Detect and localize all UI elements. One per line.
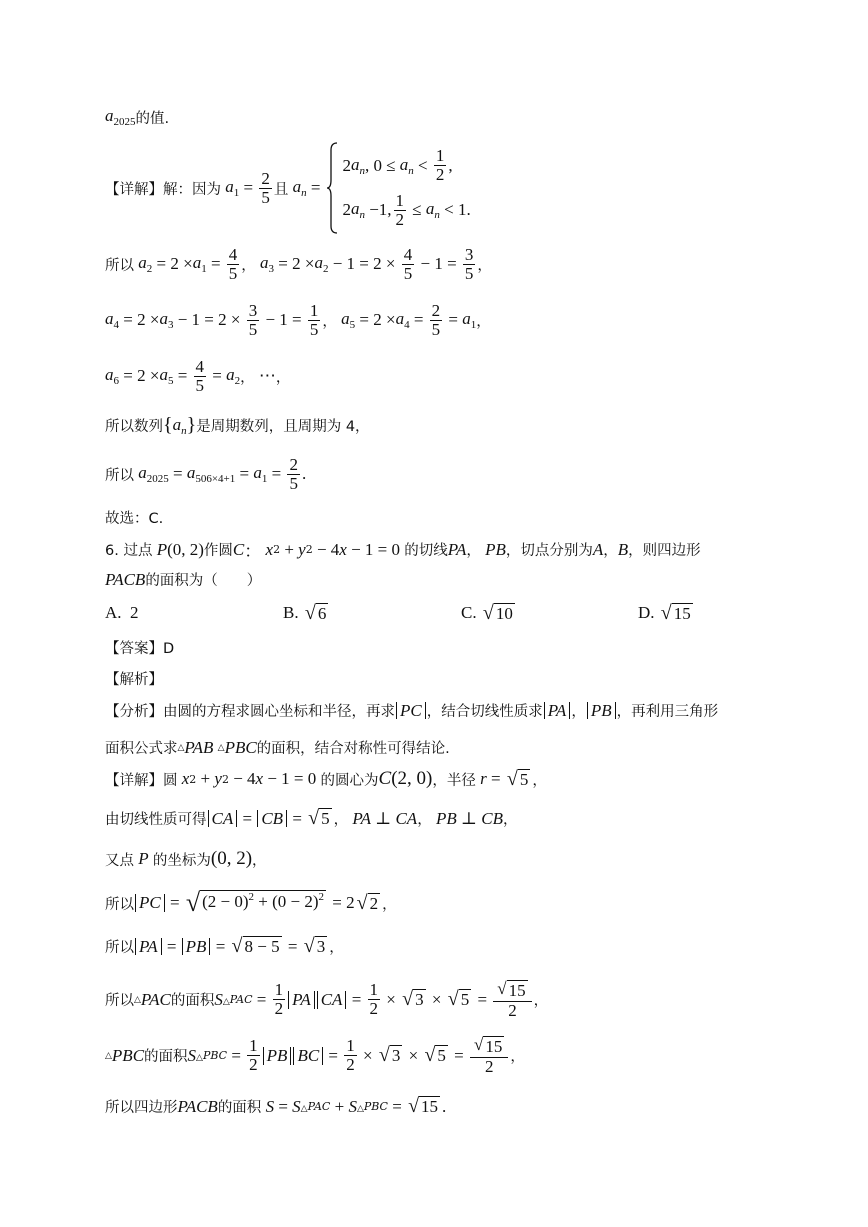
detail2-line1: 【详解】 圆 x 2 + y 2 − 4 x − 1 = 0 的圆心为 C (2, 0) ，半径 r = √ 5 ， (105, 767, 547, 790)
detail2-line8: 所以四边形 PACB 的面积 S = S △PAC + S △PBC = √ 15 . (105, 1095, 447, 1118)
text: 且 (273, 181, 289, 198)
line-choice (105, 507, 163, 528)
question-number: 6. 过点 (105, 543, 153, 559)
detail2-line4: 所以 PC = √ $(2 - 0)^2 + (0 - 2)^2$ = 2 √ 2 ， (105, 888, 397, 917)
line-a4-a5: $a_4$ = 2 × $a_3$ − 1 = 2 × $\frac{3}{5}$ − 1 = $\frac{1}{5}$ ， $a_5$ = 2 × $a_4$ = $\frac{2}{5}$ = $a_1$ ， (105, 301, 491, 339)
question-6-line2: PACB 的面积为（ ） (105, 569, 262, 589)
text: 故选：C. (105, 511, 164, 527)
detail2-line2: 由切线性质可得 CA = CB = √ 5 ， PA ⊥ CA ， PB ⊥ CB ， (105, 807, 518, 830)
line-a2025-result: 所以 $a_{2025}$ = $a_{506\times 4+1}$ = $a_1$ = $\frac{2}{5}$ . (105, 455, 307, 493)
option-a: A. 2 (105, 603, 139, 622)
line-a2-a3: 所以 $a_2$ = 2 × $a_1$ = $\frac{4}{5}$ ， $a_3$ = 2 × $a_2$ − 1 = 2 × $\frac{4}{5}$ − 1 = $\frac{3}{5}$ ， (105, 245, 492, 283)
option-b: B. √ 6 (283, 602, 327, 624)
text: 解：因为 (163, 181, 221, 198)
line-detail-definition: 【详解】 解：因为 $a_1$ = $\frac{2}{5}$ 且 $a_n$ = 2 $a_n$ , 0 ≤ $a_n$ < $\frac{1}{2}$ , 2 $a_n$ −1, $\frac{1}{2}$ ≤ $a_n$ < 1. (105, 142, 471, 234)
line-periodic: 所以数列 { $a_n$ } 是周期数列，且周期为 4， (105, 414, 370, 437)
answer: 【答案】D (105, 641, 175, 657)
detail2-line6: 所以 △ PAC 的面积 S △PAC = $\frac{1}{2}$ PA CA = $\frac{1}{2}$ × √ 3 × √ 5 = √ 15 2 ， (105, 979, 549, 1020)
fenxi-line2: 面积公式求 △ PAB △ PBC 的面积，结合对称性可得结论. (105, 737, 450, 757)
line-a2025-value: $a_{2025}$ 的值. (105, 106, 170, 128)
left-brace-icon (326, 142, 338, 234)
detail2-line5: 所以 PA = PB = √ 8 − 5 = √ 3 ， (105, 935, 344, 958)
detail-label: 【详解】 (105, 181, 163, 198)
fenxi-line1: 【分析】 由圆的方程求圆心坐标和半径，再求 PC ，结合切线性质求 PA ， PB ，再利用三角形 (105, 700, 719, 720)
piecewise-brace: 2 $a_n$ , 0 ≤ $a_n$ < $\frac{1}{2}$ , 2 $a_n$ −1, $\frac{1}{2}$ ≤ $a_n$ < 1. (326, 142, 470, 234)
detail2-line3: 又点 P 的坐标为 (0, 2) ， (105, 848, 267, 869)
detail2-line7: △ PBC 的面积 S △PBC = $\frac{1}{2}$ PB BC = $\frac{1}{2}$ × √ 3 × √ 5 = √ 15 2 ， (105, 1035, 525, 1076)
option-d: D. √ 15 (638, 602, 691, 624)
option-c: C. √ 10 (461, 602, 513, 624)
question-6-line1: 6. 过点 P (0, 2) 作圆 C ： x 2 + y 2 − 4 x − 1 = 0 的切线 PA ， PB ，切点分别为 A ， B ，则四边形 (105, 539, 701, 561)
text: 的值. (135, 110, 170, 127)
text: 是周期数列，且周期为 4， (196, 419, 370, 435)
line-a6: $a_6$ = 2 × $a_5$ = $\frac{4}{5}$ = $a_2$ ， ⋯ ， (105, 357, 291, 395)
text: 所以数列 (105, 419, 163, 435)
analysis-label: 【解析】 (105, 672, 163, 688)
text: 所以 (105, 257, 134, 274)
